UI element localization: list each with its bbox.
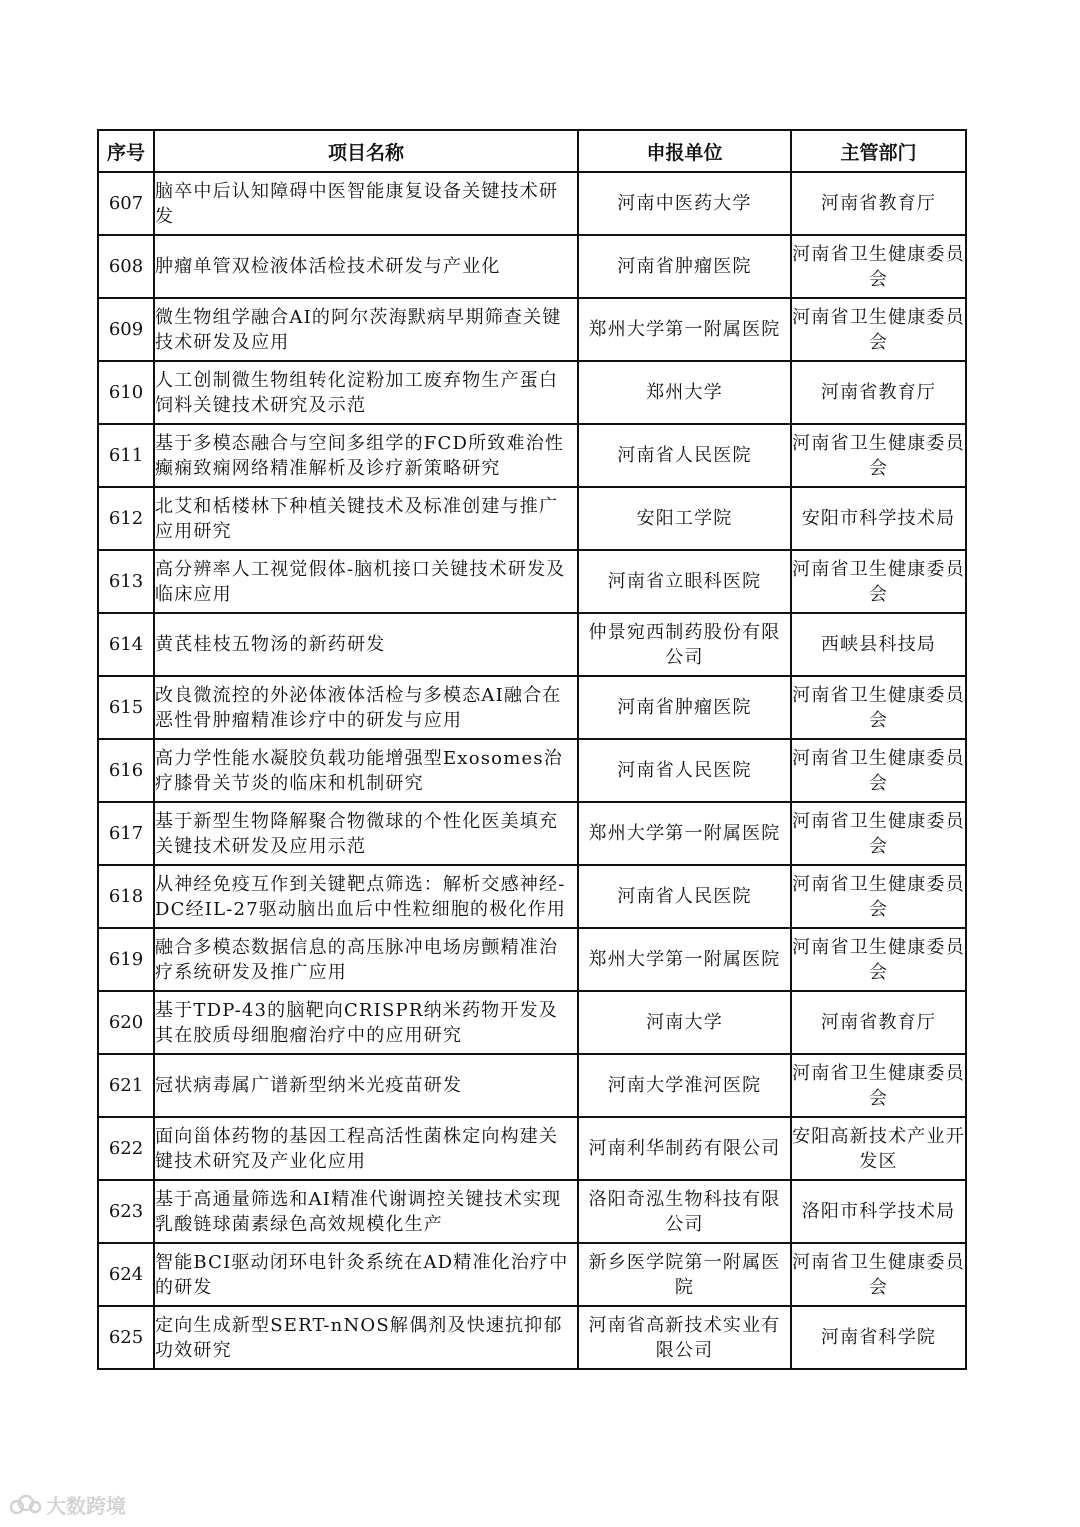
supervising-department: 河南省卫生健康委员会 [791, 1054, 966, 1117]
header-dept: 主管部门 [791, 130, 966, 172]
project-name: 基于TDP-43的脑靶向CRISPR纳米药物开发及其在胶质母细胞瘤治疗中的应用研究 [154, 991, 578, 1054]
applicant-unit: 河南省立眼科医院 [578, 550, 791, 613]
row-number: 625 [98, 1306, 154, 1369]
supervising-department: 河南省教育厅 [791, 361, 966, 424]
table-row [98, 1054, 966, 1117]
watermark-text: 大数跨境 [46, 1494, 126, 1518]
applicant-unit: 河南省高新技术实业有限公司 [578, 1306, 791, 1369]
table-row [98, 172, 966, 235]
supervising-department: 河南省卫生健康委员会 [791, 550, 966, 613]
project-name: 冠状病毒属广谱新型纳米光疫苗研发 [154, 1054, 578, 1117]
row-number: 620 [98, 991, 154, 1054]
row-number: 607 [98, 172, 154, 235]
row-number: 624 [98, 1243, 154, 1306]
supervising-department: 河南省卫生健康委员会 [791, 235, 966, 298]
table-row [98, 487, 966, 550]
project-name: 北艾和栝楼林下种植关键技术及标准创建与推广应用研究 [154, 487, 578, 550]
row-number: 619 [98, 928, 154, 991]
supervising-department: 洛阳市科学技术局 [791, 1180, 966, 1243]
row-number: 608 [98, 235, 154, 298]
supervising-department: 河南省教育厅 [791, 991, 966, 1054]
project-name: 基于多模态融合与空间多组学的FCD所致难治性癫痫致痫网络精准解析及诊疗新策略研究 [154, 424, 578, 487]
project-name: 肿瘤单管双检液体活检技术研发与产业化 [154, 235, 578, 298]
applicant-unit: 仲景宛西制药股份有限公司 [578, 613, 791, 676]
row-number: 618 [98, 865, 154, 928]
applicant-unit: 安阳工学院 [578, 487, 791, 550]
project-name: 高分辨率人工视觉假体-脑机接口关键技术研发及临床应用 [154, 550, 578, 613]
row-number: 622 [98, 1117, 154, 1180]
project-name: 定向生成新型SERT-nNOS解偶剂及快速抗抑郁功效研究 [154, 1306, 578, 1369]
supervising-department: 河南省卫生健康委员会 [791, 424, 966, 487]
supervising-department: 河南省卫生健康委员会 [791, 865, 966, 928]
table-header-row [98, 130, 966, 172]
supervising-department: 河南省卫生健康委员会 [791, 676, 966, 739]
table-row [98, 1306, 966, 1369]
supervising-department: 河南省卫生健康委员会 [791, 298, 966, 361]
project-name: 面向甾体药物的基因工程高活性菌株定向构建关键技术研究及产业化应用 [154, 1117, 578, 1180]
table-row [98, 802, 966, 865]
table-row [98, 1180, 966, 1243]
project-name: 黄芪桂枝五物汤的新药研发 [154, 613, 578, 676]
project-name: 融合多模态数据信息的高压脉冲电场房颤精准治疗系统研发及推广应用 [154, 928, 578, 991]
project-name: 基于新型生物降解聚合物微球的个性化医美填充关键技术研发及应用示范 [154, 802, 578, 865]
project-name: 从神经免疫互作到关键靶点筛选：解析交感神经-DC经IL-27驱动脑出血后中性粒细胞的极化作用 [154, 865, 578, 928]
applicant-unit: 河南中医药大学 [578, 172, 791, 235]
row-number: 610 [98, 361, 154, 424]
table-row [98, 361, 966, 424]
table-row [98, 613, 966, 676]
project-name: 人工创制微生物组转化淀粉加工废弃物生产蛋白饲料关键技术研究及示范 [154, 361, 578, 424]
table-row [98, 424, 966, 487]
header-no: 序号 [98, 130, 154, 172]
project-name: 脑卒中后认知障碍中医智能康复设备关键技术研发 [154, 172, 578, 235]
project-name: 智能BCI驱动闭环电针灸系统在AD精准化治疗中的研发 [154, 1243, 578, 1306]
project-name: 高力学性能水凝胶负载功能增强型Exosomes治疗膝骨关节炎的临床和机制研究 [154, 739, 578, 802]
table-row [98, 676, 966, 739]
supervising-department: 河南省科学院 [791, 1306, 966, 1369]
table-body [98, 172, 966, 1369]
applicant-unit: 新乡医学院第一附属医院 [578, 1243, 791, 1306]
table-row [98, 235, 966, 298]
applicant-unit: 河南利华制药有限公司 [578, 1117, 791, 1180]
applicant-unit: 郑州大学第一附属医院 [578, 802, 791, 865]
row-number: 621 [98, 1054, 154, 1117]
row-number: 609 [98, 298, 154, 361]
supervising-department: 西峡县科技局 [791, 613, 966, 676]
applicant-unit: 河南省人民医院 [578, 865, 791, 928]
table-row [98, 739, 966, 802]
watermark [8, 1490, 126, 1519]
applicant-unit: 河南省肿瘤医院 [578, 676, 791, 739]
row-number: 617 [98, 802, 154, 865]
row-number: 613 [98, 550, 154, 613]
supervising-department: 河南省卫生健康委员会 [791, 1243, 966, 1306]
table-row [98, 1243, 966, 1306]
project-name: 微生物组学融合AI的阿尔茨海默病早期筛查关键技术研发及应用 [154, 298, 578, 361]
applicant-unit: 河南大学淮河医院 [578, 1054, 791, 1117]
row-number: 623 [98, 1180, 154, 1243]
row-number: 616 [98, 739, 154, 802]
supervising-department: 河南省卫生健康委员会 [791, 739, 966, 802]
project-name: 基于高通量筛选和AI精准代谢调控关键技术实现乳酸链球菌素绿色高效规模化生产 [154, 1180, 578, 1243]
applicant-unit: 郑州大学第一附属医院 [578, 928, 791, 991]
applicant-unit: 河南省肿瘤医院 [578, 235, 791, 298]
row-number: 615 [98, 676, 154, 739]
project-name: 改良微流控的外泌体液体活检与多模态AI融合在恶性骨肿瘤精准诊疗中的研发与应用 [154, 676, 578, 739]
applicant-unit: 郑州大学 [578, 361, 791, 424]
applicant-unit: 郑州大学第一附属医院 [578, 298, 791, 361]
applicant-unit: 河南省人民医院 [578, 739, 791, 802]
applicant-unit: 河南省人民医院 [578, 424, 791, 487]
supervising-department: 安阳高新技术产业开发区 [791, 1117, 966, 1180]
supervising-department: 安阳市科学技术局 [791, 487, 966, 550]
table-row [98, 991, 966, 1054]
supervising-department: 河南省卫生健康委员会 [791, 928, 966, 991]
row-number: 612 [98, 487, 154, 550]
cloud-logo-icon [8, 1494, 42, 1516]
table-row [98, 1117, 966, 1180]
table-row [98, 298, 966, 361]
project-table [97, 129, 967, 1370]
table-row [98, 865, 966, 928]
table-row [98, 550, 966, 613]
header-unit: 申报单位 [578, 130, 791, 172]
supervising-department: 河南省教育厅 [791, 172, 966, 235]
applicant-unit: 河南大学 [578, 991, 791, 1054]
table-row [98, 928, 966, 991]
row-number: 611 [98, 424, 154, 487]
row-number: 614 [98, 613, 154, 676]
header-name: 项目名称 [154, 130, 578, 172]
supervising-department: 河南省卫生健康委员会 [791, 802, 966, 865]
applicant-unit: 洛阳奇泓生物科技有限公司 [578, 1180, 791, 1243]
